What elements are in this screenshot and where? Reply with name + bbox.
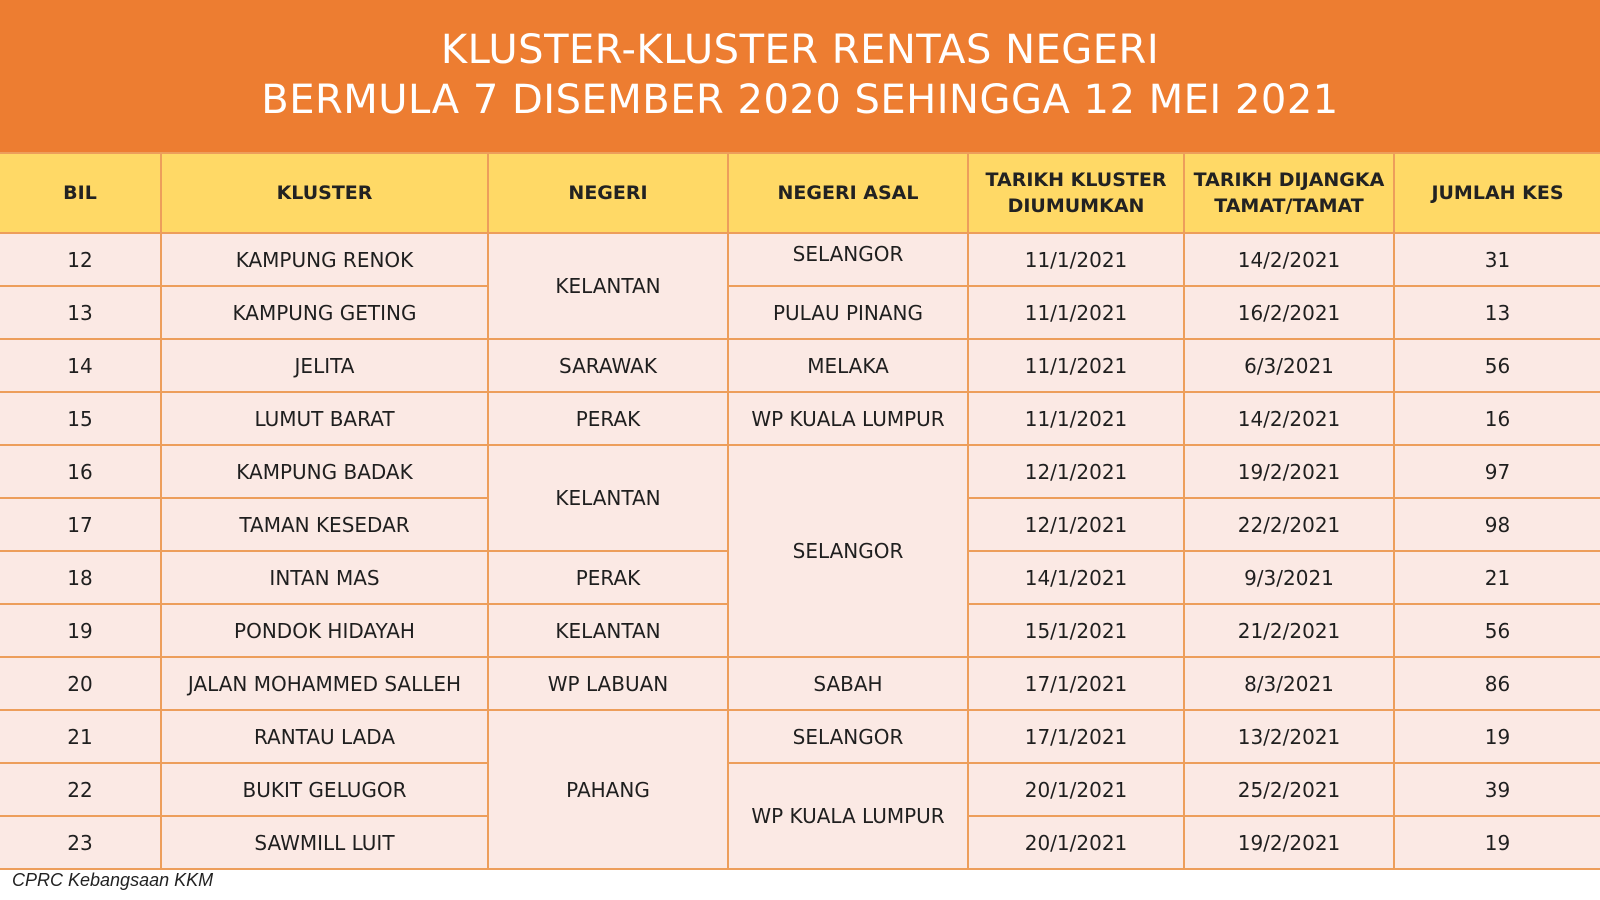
page-subtitle: BERMULA 7 DISEMBER 2020 SEHINGGA 12 MEI 2021: [261, 77, 1339, 123]
table-row: [0, 657, 1600, 710]
cell-bil: 17: [0, 498, 161, 551]
cell-bil: 20: [0, 657, 161, 710]
cell-bil: 14: [0, 339, 161, 392]
cell-tarikh-diumumkan: 11/1/2021: [968, 286, 1184, 339]
cell-tarikh-tamat: 19/2/2021: [1184, 445, 1394, 498]
cell-tarikh-tamat: 22/2/2021: [1184, 498, 1394, 551]
table-row: [0, 763, 1600, 816]
cell-tarikh-tamat: 8/3/2021: [1184, 657, 1394, 710]
cell-tarikh-diumumkan: 11/1/2021: [968, 392, 1184, 445]
table-row: [0, 392, 1600, 445]
cell-jumlah-kes: 21: [1394, 551, 1600, 604]
col-header-tarikh-tamat: TARIKH DIJANGKA TAMAT/TAMAT: [1184, 153, 1394, 233]
cell-tarikh-tamat: 14/2/2021: [1184, 392, 1394, 445]
col-header-negeri-asal: NEGERI ASAL: [728, 153, 968, 233]
cell-tarikh-tamat: 6/3/2021: [1184, 339, 1394, 392]
col-header-bil: BIL: [0, 153, 161, 233]
cell-tarikh-diumumkan: 12/1/2021: [968, 445, 1184, 498]
cell-tarikh-tamat: 25/2/2021: [1184, 763, 1394, 816]
cell-tarikh-tamat: 16/2/2021: [1184, 286, 1394, 339]
cell-kluster: KAMPUNG BADAK: [161, 445, 488, 498]
col-header-tarikh-diumumkan: TARIKH KLUSTER DIUMUMKAN: [968, 153, 1184, 233]
cell-tarikh-diumumkan: 17/1/2021: [968, 710, 1184, 763]
cluster-table: [0, 152, 1600, 870]
col-header-jumlah-kes: JUMLAH KES: [1394, 153, 1600, 233]
cell-tarikh-tamat: 9/3/2021: [1184, 551, 1394, 604]
cell-kluster: LUMUT BARAT: [161, 392, 488, 445]
cell-bil: 21: [0, 710, 161, 763]
cell-jumlah-kes: 86: [1394, 657, 1600, 710]
source-credit: CPRC Kebangsaan KKM: [12, 870, 214, 890]
cell-kluster: KAMPUNG RENOK: [161, 233, 488, 286]
cell-tarikh-tamat: 21/2/2021: [1184, 604, 1394, 657]
cell-bil: 13: [0, 286, 161, 339]
cell-kluster: JALAN MOHAMMED SALLEH: [161, 657, 488, 710]
cell-kluster: RANTAU LADA: [161, 710, 488, 763]
cell-tarikh-tamat: 19/2/2021: [1184, 816, 1394, 869]
col-header-negeri: NEGERI: [488, 153, 728, 233]
cell-bil: 19: [0, 604, 161, 657]
cell-bil: 23: [0, 816, 161, 869]
cell-negeri-asal: PULAU PINANG: [728, 286, 968, 339]
cell-bil: 15: [0, 392, 161, 445]
cell-negeri: KELANTAN: [488, 233, 728, 339]
cell-tarikh-diumumkan: 15/1/2021: [968, 604, 1184, 657]
cell-bil: 12: [0, 233, 161, 286]
cell-kluster: BUKIT GELUGOR: [161, 763, 488, 816]
cell-bil: 16: [0, 445, 161, 498]
cell-tarikh-diumumkan: 14/1/2021: [968, 551, 1184, 604]
table-row: [0, 233, 1600, 286]
cell-negeri: PERAK: [488, 392, 728, 445]
cell-jumlah-kes: 98: [1394, 498, 1600, 551]
cell-negeri-asal: SELANGOR: [728, 710, 968, 763]
cell-jumlah-kes: 31: [1394, 233, 1600, 286]
cell-negeri-asal: SELANGOR: [728, 445, 968, 657]
cell-negeri: SARAWAK: [488, 339, 728, 392]
cell-negeri-asal: MELAKA: [728, 339, 968, 392]
cell-kluster: JELITA: [161, 339, 488, 392]
cell-negeri: KELANTAN: [488, 445, 728, 551]
page-title: KLUSTER-KLUSTER RENTAS NEGERI: [440, 27, 1160, 73]
cell-tarikh-diumumkan: 11/1/2021: [968, 233, 1184, 286]
cell-negeri-asal: WP KUALA LUMPUR: [728, 763, 968, 869]
table-row: [0, 445, 1600, 498]
cell-kluster: KAMPUNG GETING: [161, 286, 488, 339]
cell-negeri: KELANTAN: [488, 604, 728, 657]
col-header-kluster: KLUSTER: [161, 153, 488, 233]
cell-negeri-asal: WP KUALA LUMPUR: [728, 392, 968, 445]
cell-tarikh-diumumkan: 17/1/2021: [968, 657, 1184, 710]
cell-bil: 22: [0, 763, 161, 816]
cell-tarikh-diumumkan: 11/1/2021: [968, 339, 1184, 392]
cell-jumlah-kes: 39: [1394, 763, 1600, 816]
cell-kluster: PONDOK HIDAYAH: [161, 604, 488, 657]
table-row: [0, 286, 1600, 339]
cell-tarikh-diumumkan: 20/1/2021: [968, 816, 1184, 869]
cell-kluster: TAMAN KESEDAR: [161, 498, 488, 551]
cell-jumlah-kes: 56: [1394, 604, 1600, 657]
cell-tarikh-tamat: 13/2/2021: [1184, 710, 1394, 763]
cell-negeri: PAHANG: [488, 710, 728, 869]
cell-kluster: SAWMILL LUIT: [161, 816, 488, 869]
table-row: [0, 710, 1600, 763]
cell-jumlah-kes: 19: [1394, 710, 1600, 763]
table-header-row: [0, 153, 1600, 233]
table-row: [0, 339, 1600, 392]
cell-negeri-asal: SABAH: [728, 657, 968, 710]
cell-jumlah-kes: 16: [1394, 392, 1600, 445]
cell-tarikh-diumumkan: 20/1/2021: [968, 763, 1184, 816]
cell-jumlah-kes: 56: [1394, 339, 1600, 392]
cell-negeri: WP LABUAN: [488, 657, 728, 710]
cell-negeri: PERAK: [488, 551, 728, 604]
cell-negeri-asal: SELANGOR: [728, 233, 968, 286]
cell-tarikh-diumumkan: 12/1/2021: [968, 498, 1184, 551]
cell-bil: 18: [0, 551, 161, 604]
cell-jumlah-kes: 13: [1394, 286, 1600, 339]
cell-jumlah-kes: 19: [1394, 816, 1600, 869]
cell-kluster: INTAN MAS: [161, 551, 488, 604]
cell-jumlah-kes: 97: [1394, 445, 1600, 498]
cell-tarikh-tamat: 14/2/2021: [1184, 233, 1394, 286]
header-banner: [0, 0, 1600, 152]
